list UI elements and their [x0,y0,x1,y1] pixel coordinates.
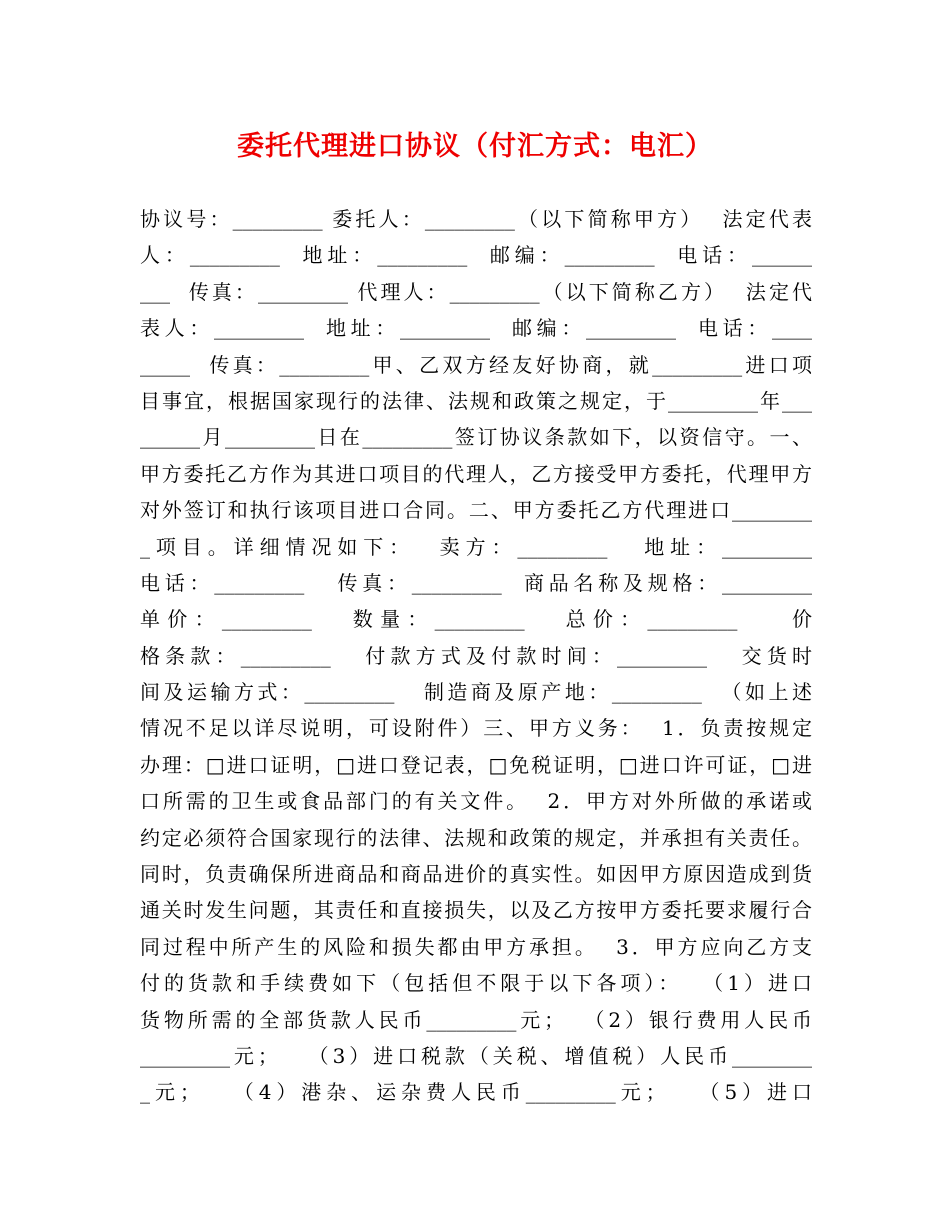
document-line: _____ 传真：_________甲、乙双方经友好协商，就_________进口项 [140,352,812,377]
document-line: 对外签订和执行该项目进口合同。二、甲方委托乙方代理进口________ [140,498,812,523]
document-line: 口所需的卫生或食品部门的有关文件。 2．甲方对外所做的承诺或 [140,789,812,814]
document-line: 同过程中所产生的风险和损失都由甲方承担。 3．甲方应向乙方支 [140,934,812,959]
document-line: 情况不足以详尽说明，可设附件）三、甲方义务： 1．负责按规定 [140,716,812,741]
document-line: ______月_________日在_________签订协议条款如下，以资信守。一、 [140,425,812,450]
document-line: 付的货款和手续费如下（包括但不限于以下各项）： （1）进口 [140,971,812,996]
document-line: 约定必须符合国家现行的法律、法规和政策的规定，并承担有关责任。 [140,825,812,850]
document-line: ___ 传真：_________ 代理人：_________（以下简称乙方） 法定代 [140,279,812,304]
document-line: 办理：□进口证明，□进口登记表，□免税证明，□进口许可证，□进 [140,752,812,777]
document-line: 同时，负责确保所进商品和商品进价的真实性。如因甲方原因造成到货 [140,862,812,887]
document-line: 通关时发生问题，其责任和直接损失，以及乙方按甲方委托要求履行合 [140,898,812,923]
document-line: 电话：_________ 传真：_________ 商品名称及规格：_________ [140,570,812,595]
document-line: _________元； （3）进口税款（关税、增值税）人民币________ [140,1043,812,1068]
document-title: 委托代理进口协议（付汇方式：电汇） [237,131,713,162]
document-line: 货物所需的全部货款人民币_________元； （2）银行费用人民币 [140,1007,812,1032]
document-body [140,201,812,1111]
document-line: 人：_________ 地址：_________ 邮编：_________ 电话：______ [140,243,812,268]
document-line: 协议号：_________ 委托人：_________（以下简称甲方） 法定代表 [140,207,812,231]
document-line: 目事宜，根据国家现行的法律、法规和政策之规定，于_________年___ [140,388,812,413]
document-line: 甲方委托乙方作为其进口项目的代理人，乙方接受甲方委托，代理甲方 [140,461,812,486]
document-line: 表人：_________ 地址：_________ 邮编：_________ 电话：____ [140,316,812,341]
document-line: _项目。详细情况如下： 卖方：_________ 地址：_________ [140,534,812,559]
document-line: 单价：_________ 数量：_________ 总价：_________ 价 [140,607,812,632]
document-line: 间及运输方式：_________ 制造商及原产地：_________ （如上述 [140,680,812,705]
document-line: _元； （4）港杂、运杂费人民币_________元； （5）进口 [140,1080,812,1105]
document-line: 格条款：_________ 付款方式及付款时间：_________ 交货时 [140,643,812,668]
